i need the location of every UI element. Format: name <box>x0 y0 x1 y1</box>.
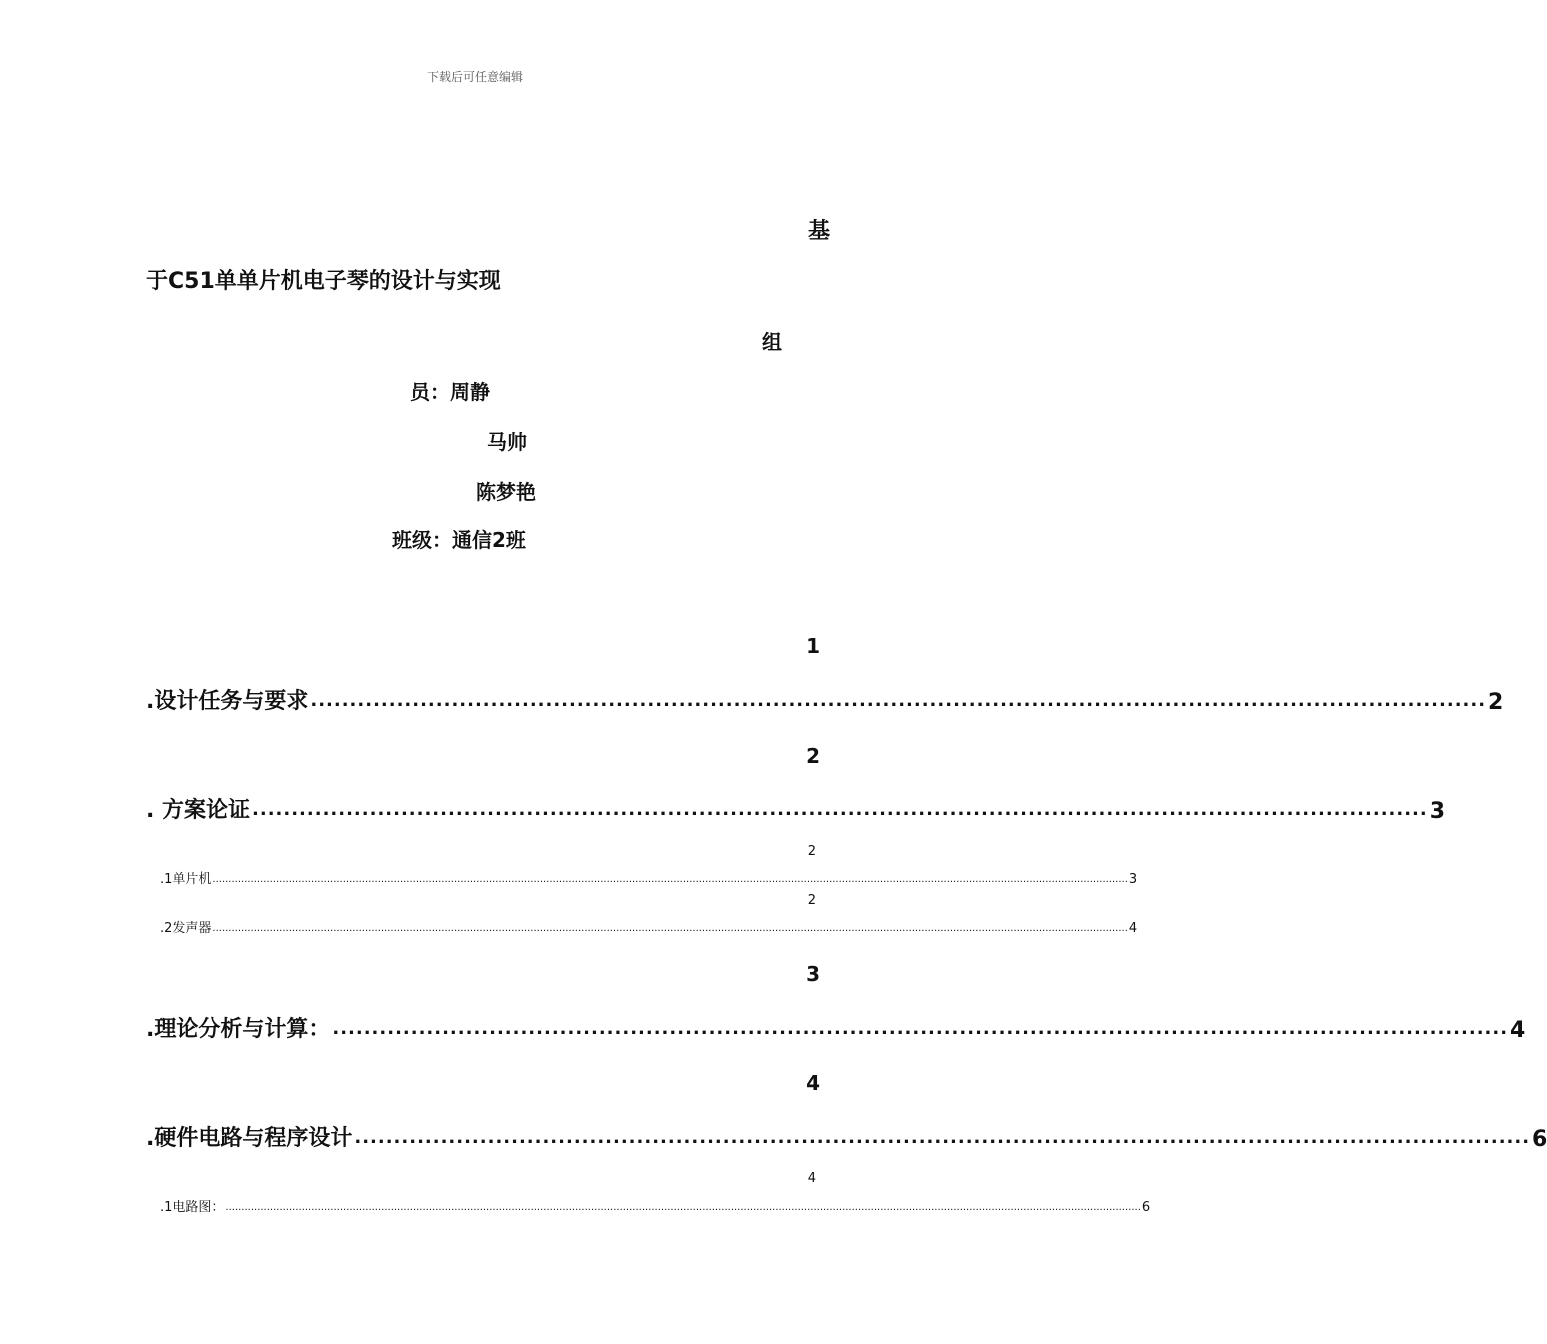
toc-subentry-page: 6 <box>1141 1200 1151 1215</box>
toc-entry-page: 3 <box>1429 799 1446 824</box>
toc-subentry-page: 4 <box>1128 921 1138 936</box>
toc-subsection-number: 2 <box>807 844 816 859</box>
toc-subsection-number: 4 <box>807 1171 816 1186</box>
members-label-part1: 组 <box>762 330 782 354</box>
toc-entry-page: 4 <box>1510 1018 1526 1043</box>
toc-subentry[interactable] <box>160 917 1138 936</box>
toc-subentry-label: .1电路图： <box>160 1200 225 1215</box>
toc-entry-label: .硬件电路与程序设计 <box>146 1126 353 1151</box>
toc-entry[interactable] <box>146 1121 1547 1152</box>
toc-entry[interactable] <box>146 1012 1526 1043</box>
member-name-3: 陈梦艳 <box>476 480 536 504</box>
toc-entry-page: 2 <box>1488 690 1504 715</box>
toc-section-number: 4 <box>806 1071 820 1095</box>
member-name-2: 马帅 <box>487 430 527 454</box>
toc-entry-label: . 方案论证 <box>146 798 251 823</box>
toc-subsection-number: 2 <box>807 893 816 908</box>
toc-section-number: 3 <box>806 962 820 986</box>
toc-section-number: 2 <box>806 744 820 768</box>
title-first-char: 基 <box>807 219 830 244</box>
toc-entry-label: .设计任务与要求 <box>146 689 309 714</box>
members-label-part2: 员：周静 <box>410 380 490 404</box>
page-header: 下载后可任意编辑 <box>426 70 523 84</box>
toc-leader: ...................................................................................................................................................... <box>354 1127 1531 1148</box>
toc-leader: ...................................................................................................................................................... <box>252 799 1428 820</box>
toc-leader: ...................................................................................................................................................... <box>332 1018 1509 1039</box>
toc-leader: ................................................................................................................................................................................................................................................................................................ <box>225 1202 1141 1213</box>
toc-section-number: 1 <box>806 634 820 658</box>
toc-leader: ...................................................................................................................................................... <box>310 690 1487 711</box>
toc-subentry[interactable] <box>160 868 1138 887</box>
class-line: 班级：通信2班 <box>392 528 526 552</box>
toc-entry[interactable] <box>146 684 1504 715</box>
toc-subentry-page: 3 <box>1128 872 1138 887</box>
toc-entry-page: 6 <box>1532 1127 1547 1152</box>
toc-subentry-label: .2发声器 <box>160 921 212 936</box>
toc-entry-label: .理论分析与计算： <box>146 1017 331 1042</box>
toc-subentry-label: .1单片机 <box>160 872 212 887</box>
toc-subentry[interactable] <box>160 1196 1151 1215</box>
toc-leader: ................................................................................................................................................................................................................................................................................................ <box>212 874 1128 885</box>
toc-entry[interactable] <box>146 793 1446 824</box>
document-title: 于C51单单片机电子琴的设计与实现 <box>146 269 501 294</box>
toc-leader: ................................................................................................................................................................................................................................................................................................ <box>212 923 1128 934</box>
